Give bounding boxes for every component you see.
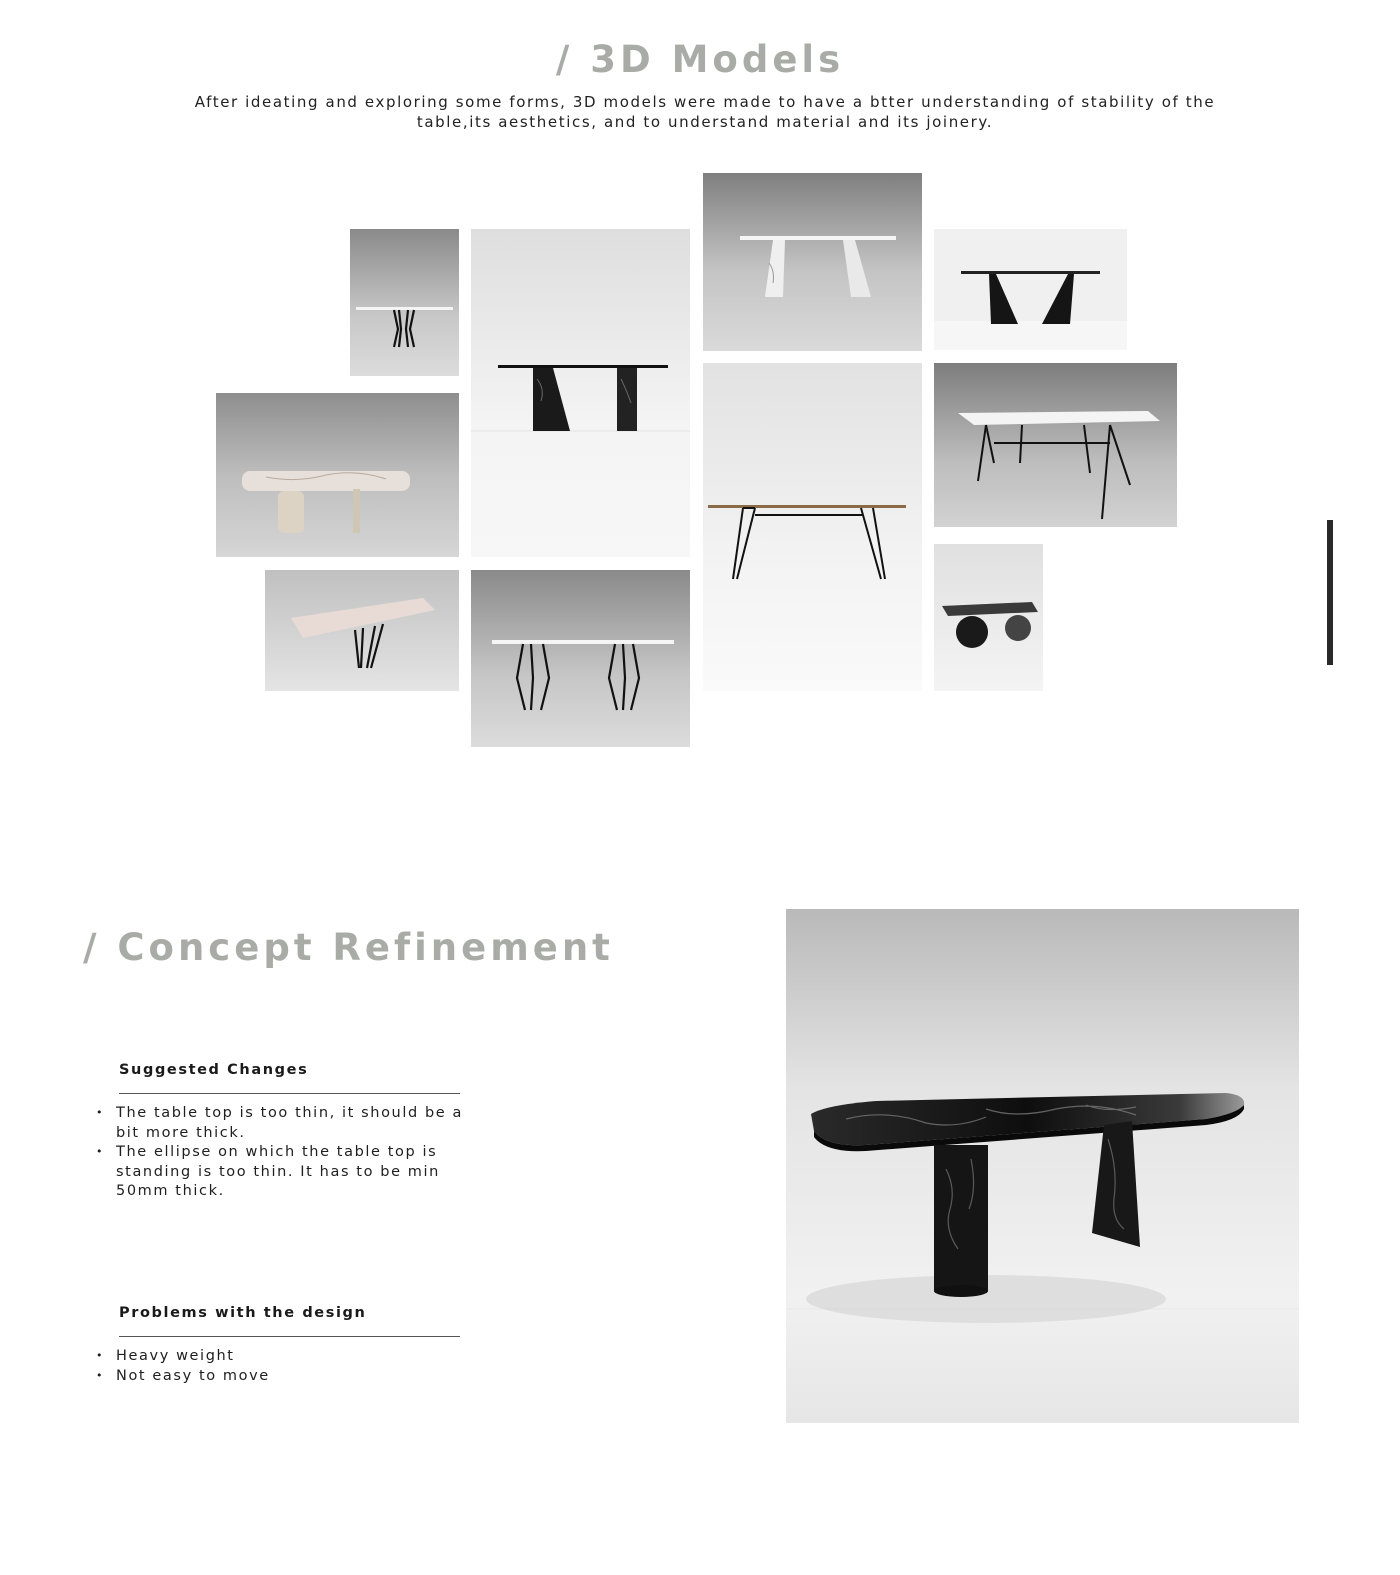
refined-table-render (786, 909, 1299, 1423)
scroll-indicator[interactable] (1327, 520, 1333, 665)
problems-heading: Problems with the design (119, 1305, 367, 1321)
model-image-rose-marble-table (265, 570, 459, 691)
model-image-white-marble-table (703, 173, 922, 351)
list-item: • The table top is too thin, it should be a bit more thick. (96, 1104, 476, 1143)
suggested-changes-heading: Suggested Changes (119, 1062, 309, 1078)
model-image-hairpin-wood-table (703, 363, 922, 691)
problems-divider (119, 1336, 460, 1337)
model-image-v-leg-table (934, 229, 1127, 350)
model-image-double-diamond-table (471, 570, 690, 747)
intro-paragraph: After ideating and exploring some forms, 3D models were made to have a btter understanding of stability of the table,its aesthetics, and to understand material and its joinery. (194, 93, 1216, 131)
suggested-divider (119, 1093, 460, 1094)
model-image-cylinder-leg-table (216, 393, 459, 557)
section-title-3d-models: / 3D Models (555, 38, 845, 81)
list-item: • Heavy weight (96, 1347, 476, 1367)
list-item: • The ellipse on which the table top is standing is too thin. It has to be min 50mm thick. (96, 1143, 476, 1202)
model-image-diamond-leg-table (350, 229, 459, 376)
suggested-changes-list (96, 1104, 476, 1202)
model-image-disc-leg-table (934, 544, 1043, 691)
section-title-concept-refinement: / Concept Refinement (83, 926, 614, 969)
problems-list (96, 1347, 476, 1386)
list-item: • Not easy to move (96, 1367, 476, 1387)
model-image-black-marble-table (471, 229, 690, 557)
model-image-hairpin-marble-table (934, 363, 1177, 527)
